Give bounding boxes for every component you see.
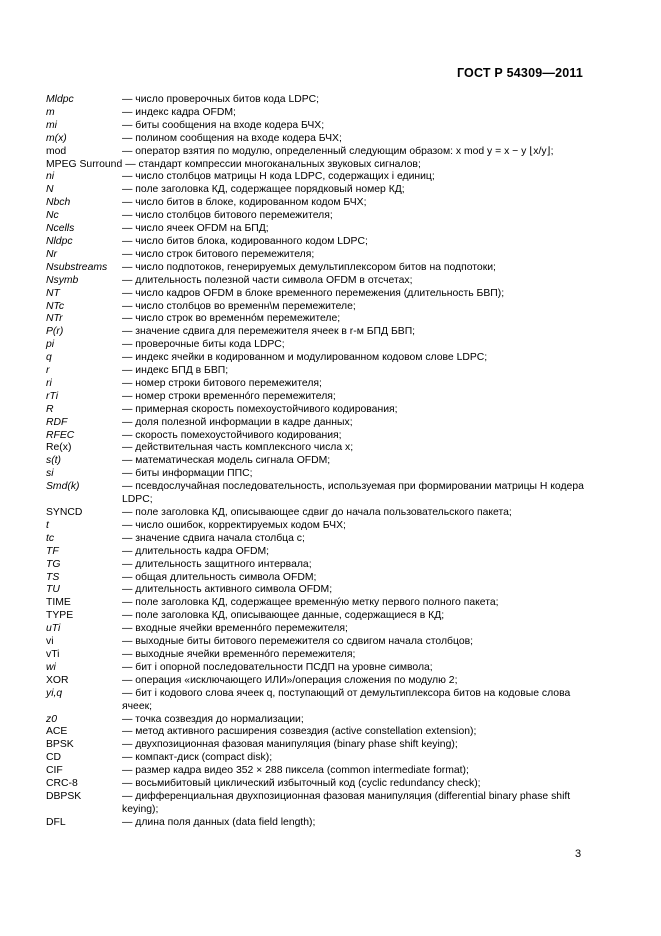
definition-row: [46, 404, 586, 417]
definition-row: [46, 352, 586, 365]
definition-row: [46, 507, 586, 520]
description: — поле заголовка КД, содержащее порядковый номер КД;: [122, 184, 405, 196]
description: — число столбцов битового перемежителя;: [122, 210, 333, 222]
symbol: XOR: [46, 674, 69, 686]
description: — число строк битового перемежителя;: [122, 248, 315, 260]
description: — номер строки битового перемежителя;: [122, 377, 322, 389]
description: — число столбцов матрицы H кода LDPC, содержащих i единиц;: [122, 171, 435, 183]
definition-row: [46, 752, 586, 765]
description: — число ячеек OFDM на БПД;: [122, 223, 269, 235]
definition-row: [46, 210, 586, 223]
description: — точка созвездия до нормализации;: [122, 713, 304, 725]
symbol: Nsubstreams: [46, 261, 108, 273]
definitions-list: [46, 94, 586, 830]
symbol: SYNCD: [46, 507, 83, 518]
definition-row: [46, 636, 586, 649]
definition-row: [46, 430, 586, 443]
description: — значение сдвига начала столбца c;: [122, 532, 305, 544]
description: — полином сообщения на входе кодера БЧХ;: [122, 132, 342, 144]
description: — размер кадра видео 352 × 288 пиксела (common intermediate format);: [122, 765, 469, 777]
description: — число проверочных битов кода LDPC;: [122, 94, 320, 105]
symbol: TS: [46, 571, 60, 583]
definition-row: [46, 597, 586, 610]
definition-row: [46, 817, 586, 830]
description: — выходные ячейки временнóго перемежителя;: [122, 648, 356, 660]
symbol: ACE: [46, 726, 68, 738]
page-number: 3: [575, 848, 582, 860]
symbol: MPEG Surround: [46, 158, 123, 170]
symbol: Nc: [46, 210, 59, 222]
symbol: TIME: [46, 597, 71, 609]
description: — число столбцов во временн\м перемежителе;: [122, 300, 356, 312]
description: — действительная часть комплексного числа x;: [122, 442, 354, 454]
definition-row: [46, 546, 586, 559]
description: — доля полезной информации в кадре данных;: [122, 416, 353, 428]
definition-row: [46, 584, 586, 597]
definition-row: [46, 262, 586, 275]
description: — математическая модель сигнала OFDM;: [122, 455, 331, 467]
description: — индекс БПД в БВП;: [122, 365, 229, 377]
symbol: q: [46, 352, 52, 364]
symbol: RFEC: [46, 429, 75, 441]
description: — число битов в блоке, кодированном кодом БЧХ;: [122, 197, 367, 209]
description: — бит i кодового слова ячеек q, поступающий от демультиплексора битов на кодовые слова ячеек;: [122, 687, 571, 712]
symbol: NT: [46, 287, 60, 299]
symbol: r: [46, 365, 50, 377]
definition-row: [46, 675, 586, 688]
symbol: TF: [46, 545, 59, 557]
definition-row: [46, 339, 586, 352]
definition-row: [46, 610, 586, 623]
symbol: Mldpc: [46, 94, 74, 105]
description: — длительность полезной части символа OFDM в отсчетах;: [122, 274, 413, 286]
symbol: TU: [46, 584, 60, 596]
description: — бит i опорной последовательности ПСДП на уровне символа;: [122, 661, 433, 673]
description: — длительность кадра OFDM;: [122, 545, 270, 557]
definition-row: [46, 159, 586, 172]
definition-row: [46, 391, 586, 404]
symbol: Nr: [46, 248, 57, 260]
description: — число ошибок, корректируемых кодом БЧХ;: [122, 519, 346, 531]
description: — псевдослучайная последовательность, используемая при формировании матрицы H кодера LDPC;: [122, 481, 584, 506]
definition-row: [46, 765, 586, 778]
symbol: rTi: [46, 390, 59, 402]
definition-row: [46, 726, 586, 739]
description: — значение сдвига для перемежителя ячеек в r-м БПД БВП;: [122, 326, 416, 338]
description: — проверочные биты кода LDPC;: [122, 339, 285, 351]
symbol: mod: [46, 145, 67, 157]
description: — номер строки временнóго перемежителя;: [122, 390, 336, 402]
definition-row: [46, 572, 586, 585]
description: — число битов блока, кодированного кодом LDPC;: [122, 235, 368, 247]
description: — стандарт компрессии многоканальных звуковых сигналов;: [125, 158, 421, 170]
description: — выходные биты битового перемежителя со сдвигом начала столбцов;: [122, 636, 474, 648]
symbol: Ncells: [46, 223, 75, 235]
description: — поле заголовка КД, описывающее данные, содержащиеся в КД;: [122, 610, 445, 622]
description: — общая длительность символа OFDM;: [122, 571, 317, 583]
definition-row: [46, 455, 586, 468]
symbol: m: [46, 106, 55, 118]
symbol: ri: [46, 377, 52, 389]
symbol: RDF: [46, 416, 68, 428]
description: — длительность защитного интервала;: [122, 558, 312, 570]
definition-row: [46, 133, 586, 146]
definition-row: [46, 197, 586, 210]
symbol: Nldpc: [46, 235, 73, 247]
symbol: z0: [46, 713, 57, 725]
definition-row: [46, 236, 586, 249]
description: — двухпозиционная фазовая манипуляция (binary phase shift keying);: [122, 739, 458, 751]
symbol: Smd(k): [46, 481, 80, 493]
symbol: t: [46, 519, 49, 531]
definition-row: [46, 417, 586, 430]
definition-row: [46, 739, 586, 752]
definition-row: [46, 171, 586, 184]
description: — поле заголовка КД, описывающее сдвиг до начала пользовательского пакета;: [122, 507, 512, 518]
description: — длительность активного символа OFDM;: [122, 584, 333, 596]
definition-row: [46, 223, 586, 236]
symbol: TG: [46, 558, 61, 570]
definition-row: [46, 120, 586, 133]
symbol: N: [46, 184, 54, 196]
definition-row: [46, 184, 586, 197]
description: — операция «исключающего ИЛИ»/операция сложения по модулю 2;: [122, 674, 458, 686]
description: — дифференциальная двухпозиционная фазовая манипуляция (differential binary phase shift keying);: [122, 790, 571, 815]
definition-row: [46, 649, 586, 662]
definition-row: [46, 146, 586, 159]
description: — поле заголовка КД, содержащее временнýю метку первого полного пакета;: [122, 597, 499, 609]
description: — число подпотоков, генерируемых демультиплексором битов на подпотоки;: [122, 261, 496, 273]
definition-row: [46, 94, 586, 107]
definition-row: [46, 275, 586, 288]
description: — компакт-диск (compact disk);: [122, 752, 273, 764]
symbol: NTc: [46, 300, 65, 312]
symbol: vi: [46, 636, 54, 648]
definition-row: [46, 313, 586, 326]
description: — метод активного расширения созвездия (active constellation extension);: [122, 726, 477, 738]
definition-row: [46, 365, 586, 378]
symbol: BPSK: [46, 739, 74, 751]
symbol: P(r): [46, 326, 64, 338]
symbol: tc: [46, 532, 55, 544]
symbol: Re(x): [46, 442, 72, 454]
symbol: DBPSK: [46, 790, 82, 802]
definition-row: [46, 688, 586, 714]
definition-row: [46, 533, 586, 546]
definition-row: [46, 559, 586, 572]
symbol: CD: [46, 752, 62, 764]
symbol: DFL: [46, 816, 66, 828]
description: — примерная скорость помехоустойчивого кодирования;: [122, 403, 398, 415]
definition-row: [46, 623, 586, 636]
description: — скорость помехоустойчивого кодирования;: [122, 429, 342, 441]
description: — индекс ячейки в кодированном и модулированном кодовом слове LDPC;: [122, 352, 488, 364]
symbol: CIF: [46, 765, 63, 777]
symbol: uTi: [46, 623, 61, 635]
definition-row: [46, 520, 586, 533]
symbol: wi: [46, 661, 56, 673]
definition-row: [46, 481, 586, 507]
symbol: CRC-8: [46, 778, 78, 790]
symbol: pi: [46, 339, 55, 351]
definition-row: [46, 442, 586, 455]
description: — длина поля данных (data field length);: [122, 816, 316, 828]
definition-row: [46, 249, 586, 262]
definition-row: [46, 468, 586, 481]
definition-row: [46, 288, 586, 301]
symbol: s(t): [46, 455, 62, 467]
symbol: NTr: [46, 313, 63, 325]
definition-row: [46, 326, 586, 339]
definition-row: [46, 778, 586, 791]
symbol: ni: [46, 171, 55, 183]
symbol: Nsymb: [46, 274, 79, 286]
definition-row: [46, 791, 586, 817]
symbol: m(x): [46, 132, 67, 144]
symbol: mi: [46, 119, 57, 131]
document-header: ГОСТ Р 54309—2011: [456, 66, 583, 80]
symbol: vTi: [46, 648, 60, 660]
definition-row: [46, 301, 586, 314]
symbol: R: [46, 403, 54, 415]
description: — индекс кадра OFDM;: [122, 106, 236, 118]
description: — восьмибитовый циклический избыточный код (cyclic redundancy check);: [122, 778, 481, 790]
description: — число кадров OFDM в блоке временного перемежения (длительность БВП);: [122, 287, 505, 299]
description: — биты сообщения на входе кодера БЧХ;: [122, 119, 325, 131]
description: — число строк во временнóм перемежителе;: [122, 313, 341, 325]
definition-row: [46, 662, 586, 675]
definition-row: [46, 714, 586, 727]
definition-row: [46, 378, 586, 391]
definition-row: [46, 107, 586, 120]
description: — оператор взятия по модулю, определенный следующим образом: x mod y = x − y ⌊x/y⌋;: [122, 145, 554, 157]
symbol: Nbch: [46, 197, 71, 209]
symbol: TYPE: [46, 610, 74, 622]
description: — входные ячейки временнóго перемежителя;: [122, 623, 348, 635]
symbol: yi,q: [46, 687, 63, 699]
description: — биты информации ППС;: [122, 468, 253, 480]
symbol: si: [46, 468, 54, 480]
